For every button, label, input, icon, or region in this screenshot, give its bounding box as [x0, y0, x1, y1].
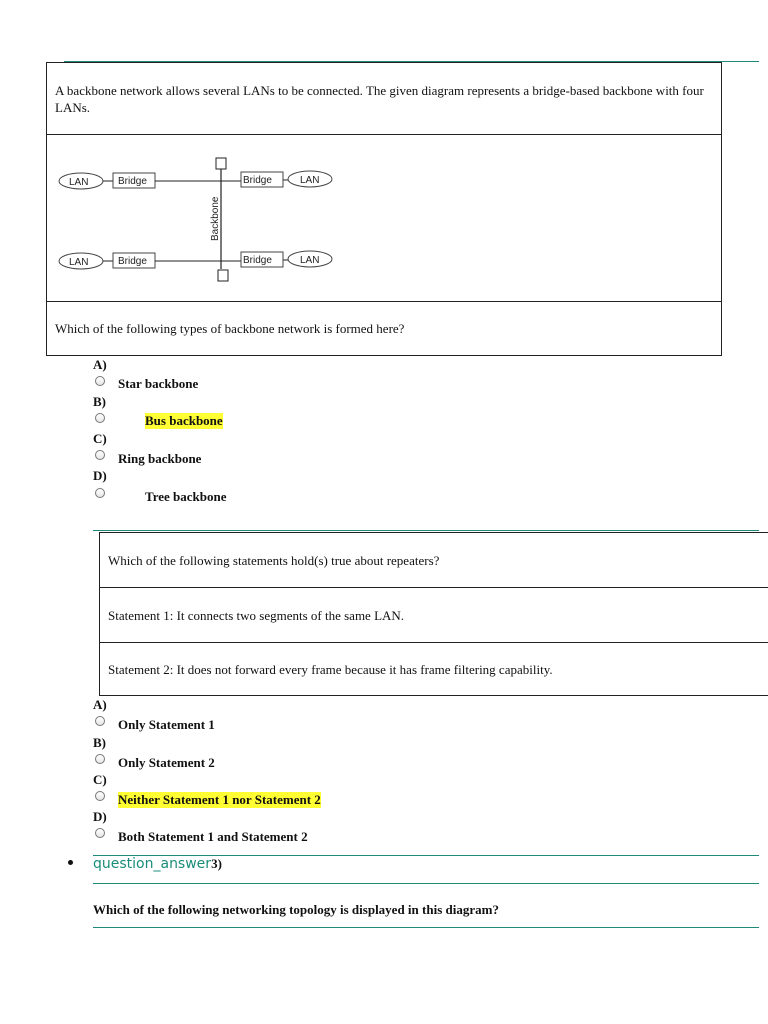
- q2-question: [100, 533, 768, 588]
- lan-label: LAN: [300, 175, 320, 186]
- bridge-label: Bridge: [118, 256, 147, 267]
- q3-question-text: Which of the following networking topology is displayed in this diagram?: [93, 902, 499, 917]
- q1-diagram-cell: [47, 135, 721, 302]
- bridge-label: Bridge: [243, 255, 272, 266]
- q2-option-b-radio[interactable]: [95, 754, 105, 764]
- q2-option-b-text[interactable]: Only Statement 2: [118, 755, 215, 770]
- q1-option-c-letter: C): [93, 431, 107, 446]
- question-answer-link-text[interactable]: question_answer: [93, 856, 212, 872]
- question-answer-link[interactable]: [93, 856, 222, 872]
- q1-intro-text: A backbone network allows several LANs to be connected. The given diagram represents a bridge-based backbone with four LANs.: [55, 83, 704, 115]
- backbone-bottom-terminator: [218, 270, 228, 281]
- bullet-icon: [68, 860, 73, 865]
- q1-intro: [47, 63, 721, 135]
- q1-option-d-text[interactable]: Tree backbone: [145, 489, 227, 504]
- q2-rule: [93, 530, 759, 531]
- q1-option-d-radio[interactable]: [95, 488, 105, 498]
- q2-statement-2: [100, 643, 768, 697]
- q2-option-c-text[interactable]: Neither Statement 1 nor Statement 2: [118, 792, 321, 807]
- q2-statement-1: [100, 588, 768, 643]
- q2-option-c-radio[interactable]: [95, 791, 105, 801]
- q2-option-c-letter: C): [93, 772, 107, 787]
- q2-option-a-radio[interactable]: [95, 716, 105, 726]
- q2-option-d-radio[interactable]: [95, 828, 105, 838]
- lan-label: LAN: [69, 177, 89, 188]
- q3-mid-rule: [93, 883, 759, 884]
- question-number: 3): [211, 856, 222, 871]
- q1-option-a-letter: A): [93, 357, 107, 372]
- q2-option-b-letter: B): [93, 735, 106, 750]
- bridge-label: Bridge: [243, 175, 272, 186]
- bridge-label: Bridge: [118, 176, 147, 187]
- q2-option-a-text[interactable]: Only Statement 1: [118, 717, 215, 732]
- q2-table: [99, 532, 768, 696]
- q2-statement-1-text: Statement 1: It connects two segments of the same LAN.: [108, 608, 405, 623]
- q1-question-text: Which of the following types of backbone network is formed here?: [55, 321, 405, 336]
- q2-statement-2-text: Statement 2: It does not forward every frame because it has frame filtering capability.: [108, 662, 553, 677]
- q1-option-d-letter: D): [93, 468, 107, 483]
- q1-option-c-text[interactable]: Ring backbone: [118, 451, 202, 466]
- q1-option-b-letter: B): [93, 394, 106, 409]
- q2-option-d-letter: D): [93, 809, 107, 824]
- q3-bottom-rule: [93, 927, 759, 928]
- q1-option-a-radio[interactable]: [95, 376, 105, 386]
- q1-option-b-radio[interactable]: [95, 413, 105, 423]
- q1-option-c-radio[interactable]: [95, 450, 105, 460]
- q1-question: [47, 302, 721, 357]
- backbone-top-terminator: [216, 158, 226, 169]
- q1-option-a-text[interactable]: Star backbone: [118, 376, 199, 391]
- backbone-label: Backbone: [210, 196, 221, 241]
- q2-option-d-text[interactable]: Both Statement 1 and Statement 2: [118, 829, 308, 844]
- q2-question-text: Which of the following statements hold(s) true about repeaters?: [108, 553, 440, 568]
- lan-label: LAN: [300, 255, 320, 266]
- q1-table: [46, 62, 722, 356]
- backbone-diagram: [55, 149, 320, 289]
- q2-option-a-letter: A): [93, 697, 107, 712]
- lan-label: LAN: [69, 257, 89, 268]
- q1-option-b-text[interactable]: Bus backbone: [145, 413, 223, 428]
